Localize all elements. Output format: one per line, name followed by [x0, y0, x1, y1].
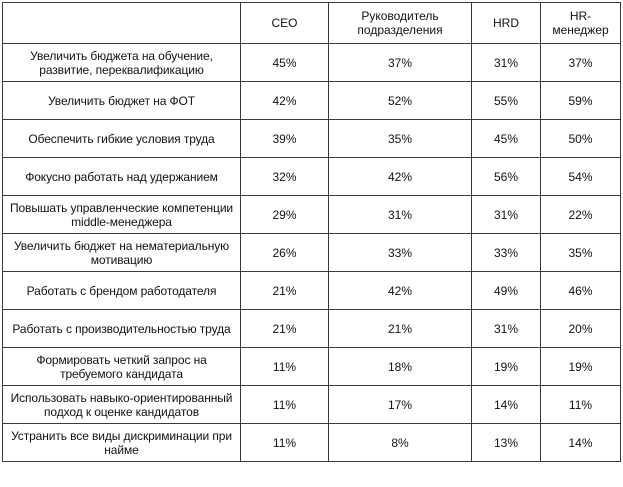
value-cell-hrd: 49%: [472, 272, 541, 310]
value-cell-ceo: 32%: [241, 158, 329, 196]
value-cell-ceo: 39%: [241, 120, 329, 158]
table-row: [3, 196, 621, 234]
value-cell-hrd: 31%: [472, 44, 541, 82]
table-row: [3, 272, 621, 310]
value-cell-ceo: 45%: [241, 44, 329, 82]
value-cell-department-head: 18%: [329, 348, 472, 386]
value-cell-ceo: 29%: [241, 196, 329, 234]
value-cell-hrd: 31%: [472, 310, 541, 348]
value-cell-ceo: 11%: [241, 386, 329, 424]
value-cell-hr-manager: 50%: [541, 120, 621, 158]
value-cell-hrd: 19%: [472, 348, 541, 386]
row-label: Увеличить бюджет на ФОТ: [3, 82, 241, 120]
row-label: Повышать управленческие компетенции middle-менеджера: [3, 196, 241, 234]
row-label: Формировать четкий запрос на требуемого кандидата: [3, 348, 241, 386]
value-cell-hr-manager: 14%: [541, 424, 621, 462]
value-cell-hrd: 45%: [472, 120, 541, 158]
value-cell-hr-manager: 54%: [541, 158, 621, 196]
value-cell-ceo: 42%: [241, 82, 329, 120]
value-cell-hrd: 31%: [472, 196, 541, 234]
header-ceo: CEO: [241, 3, 329, 44]
value-cell-ceo: 21%: [241, 310, 329, 348]
table-header-row: [3, 3, 621, 44]
value-cell-hrd: 33%: [472, 234, 541, 272]
value-cell-department-head: 37%: [329, 44, 472, 82]
value-cell-hrd: 55%: [472, 82, 541, 120]
value-cell-department-head: 17%: [329, 386, 472, 424]
table-body: [3, 44, 621, 462]
header-hr-manager: HR-менеджер: [541, 3, 621, 44]
table-row: [3, 234, 621, 272]
value-cell-department-head: 31%: [329, 196, 472, 234]
value-cell-department-head: 42%: [329, 158, 472, 196]
value-cell-hrd: 13%: [472, 424, 541, 462]
table-row: [3, 158, 621, 196]
value-cell-department-head: 52%: [329, 82, 472, 120]
value-cell-hr-manager: 37%: [541, 44, 621, 82]
table-row: [3, 44, 621, 82]
header-hrd: HRD: [472, 3, 541, 44]
row-label: Устранить все виды дискриминации при найме: [3, 424, 241, 462]
row-label: Работать с брендом работодателя: [3, 272, 241, 310]
row-label: Обеспечить гибкие условия труда: [3, 120, 241, 158]
table-row: [3, 310, 621, 348]
value-cell-ceo: 21%: [241, 272, 329, 310]
value-cell-ceo: 11%: [241, 348, 329, 386]
value-cell-hr-manager: 46%: [541, 272, 621, 310]
value-cell-department-head: 33%: [329, 234, 472, 272]
value-cell-hr-manager: 11%: [541, 386, 621, 424]
value-cell-ceo: 11%: [241, 424, 329, 462]
header-department-head: Руководитель подразделения: [329, 3, 472, 44]
table-row: [3, 120, 621, 158]
header-empty-cell: [3, 3, 241, 44]
value-cell-hr-manager: 22%: [541, 196, 621, 234]
value-cell-department-head: 21%: [329, 310, 472, 348]
value-cell-hrd: 14%: [472, 386, 541, 424]
value-cell-department-head: 8%: [329, 424, 472, 462]
survey-table: [2, 2, 621, 462]
table-row: [3, 424, 621, 462]
value-cell-hr-manager: 59%: [541, 82, 621, 120]
row-label: Использовать навыко-ориентированный подход к оценке кандидатов: [3, 386, 241, 424]
table-row: [3, 386, 621, 424]
table-row: [3, 82, 621, 120]
value-cell-ceo: 26%: [241, 234, 329, 272]
row-label: Фокусно работать над удержанием: [3, 158, 241, 196]
row-label: Увеличить бюджет на нематериальную мотивацию: [3, 234, 241, 272]
value-cell-hr-manager: 35%: [541, 234, 621, 272]
value-cell-hr-manager: 19%: [541, 348, 621, 386]
row-label: Работать с производительностью труда: [3, 310, 241, 348]
table-row: [3, 348, 621, 386]
value-cell-hr-manager: 20%: [541, 310, 621, 348]
value-cell-hrd: 56%: [472, 158, 541, 196]
row-label: Увеличить бюджета на обучение, развитие, переквалификацию: [3, 44, 241, 82]
value-cell-department-head: 35%: [329, 120, 472, 158]
value-cell-department-head: 42%: [329, 272, 472, 310]
